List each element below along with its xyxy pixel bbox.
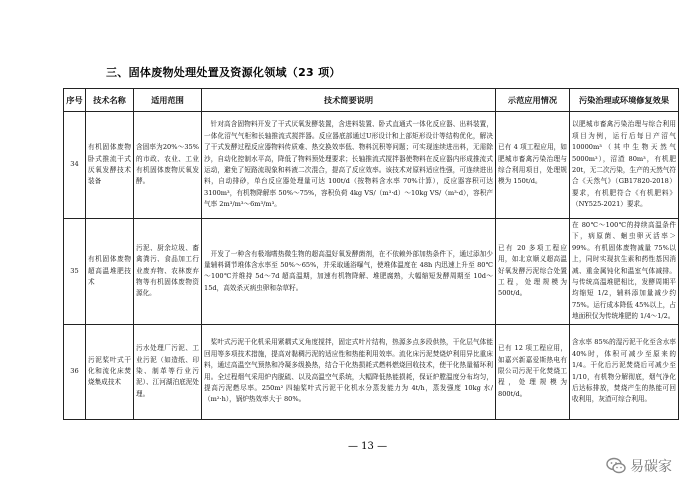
row-scope: 污泥、厨余垃圾、畜禽粪污、食品加工行业废弃物、农林废弃物等有机固体废物资源化。 <box>134 219 202 325</box>
page-number: — 13 — <box>348 441 388 452</box>
row-demo: 已有 20 多项工程应用，如北京顺义超高温好氧发酵污泥综合处置工程，处理规模为 500t/d。 <box>496 219 570 325</box>
row-demo: 已有 4 项工程应用，如肥城市畜禽污染治理与综合利用项目，处理规模为 150t/d。 <box>496 112 570 219</box>
row-no: 35 <box>64 219 86 325</box>
section-title: 三、固体废物处理处置及资源化领域（23 项） <box>106 66 341 79</box>
row-scope: 含固率为20%～35%的市政、农业、工业有机固体废物厌氧发酵。 <box>134 112 202 219</box>
row-effect: 在 80℃～100℃的持续高温条件下，病原菌、蛔虫卵灭活率＞99%。有机固体废物减量 75%以上，同时实现抗生素和药性基因消减、重金属钝化和温室气体减排。与传统高温堆肥相比，发酵周期平均缩短 1/2，辅料添加量减少约 75%。运行成本降低 45%以上，占地面积仅为传统堆肥的 1/4～1/2。 <box>570 219 679 325</box>
row-desc: 针对高含固物料开发了干式厌氧发酵装置，含进料装置、卧式直通式一体化反应器、出料装置，一体化沼气气柜和长轴推流式搅拌器。反应器底部通过U形设计和上部矩形设计等结构优化，解决了干式发酵过程反应器物料传质难、热交换效率低、物料沉积等问题；可实现连续进出料，无需除沙，自动化控制水平高，降低了物料预处理要求；长轴推流式搅拌器使物料在反应器内形成推流式运动，避免了短路流现象和料液二次混合，提高了反应效率。该技术对原料适应性强，可连续进出料，自动排砂，单台反应器处理量可达 100t/d（按物料含水率 70%计算），反应器容积可达 3100m³，有机物降解率 50%～75%，容积负荷 4kg VS/（m³·d）～10kg VS/（m³·d），容积产气率 2m³/m³～6m³/m³。 <box>202 112 496 219</box>
row-no: 36 <box>64 324 86 419</box>
technology-table <box>63 88 679 420</box>
header-demo: 示范应用情况 <box>496 89 570 112</box>
row-effect: 含水率 85%的湿污泥干化至含水率 40%时，体积可减少至原来的 1/4。干化后污泥焚烧后可减少至 1/10，有机物分解彻底，烟气净化后达标排放，焚烧产生的热能可回收利用，灰渣可综合利用。 <box>570 324 679 419</box>
header-desc: 技术简要说明 <box>202 89 496 112</box>
row-desc: 开发了一种含有极端嗜热微生物的超高温好氧发酵菌剂，在不依赖外部加热条件下，通过添加少量辅料调节堆体含水率至 50%～65%，并采取通浴曝气，使堆体温度在 48h 内迅速上升至 80℃～100℃并维持 5d～7d 超高温期，加速有机物降解、堆肥腐熟，大幅缩短发酵周期至 10d～15d，高效杀灭病虫卵和杂草籽。 <box>202 219 496 325</box>
row-name: 有机固体废物卧式推流干式厌氧发酵技术装备 <box>86 112 134 219</box>
wechat-icon <box>606 457 626 475</box>
header-effect: 污染治理或环境修复效果 <box>570 89 679 112</box>
table-row <box>64 219 679 325</box>
row-name: 有机固体废物超高温堆肥技术 <box>86 219 134 325</box>
row-name: 污泥桨叶式干化和流化床焚烧集成技术 <box>86 324 134 419</box>
row-scope: 污水处理厂污泥、工业污泥（如造纸、印染、制革等行业污泥）、江河湖泊底泥处理。 <box>134 324 202 419</box>
watermark-text: 易碳家 <box>630 459 672 475</box>
header-name: 技术名称 <box>86 89 134 112</box>
watermark <box>606 456 672 476</box>
row-demo: 已有 12 项工程应用，如嘉兴新嘉爱斯热电有限公司污泥干化焚烧工程，处理规模为 800t/d。 <box>496 324 570 419</box>
row-desc: 桨叶式污泥干化机采用紧耦式叉角度搅拌，固定式叶片结构，热源多点多段供热，干化层气体能回用等多项技术措施，提高对黏稠污泥的适应性和热能利用效率。流化床污泥焚烧炉利用异比重床料，通过高温空气预热和冷凝多级换热，结合干化热损耗式燃料燃烧回收技术，使干化热量循环利用。全过程烟气采用炉内脱硫、以及高温空气系统，大幅降低热能损耗，保证炉膛温度分布均匀，提高污泥燃尽率。250m² 四轴桨叶式污泥干化机水分蒸发能力为 4t/h，蒸发强度 10kg 水/（m²·h），锅炉热效率大于 80%。 <box>202 324 496 419</box>
header-scope: 适用范围 <box>134 89 202 112</box>
table-row <box>64 324 679 419</box>
header-no: 序号 <box>64 89 86 112</box>
table-row <box>64 112 679 219</box>
row-effect: 以肥城市畜禽污染治理与综合利用项目为例，运行后每日产沼气 10000m³（其中生物天然气 5000m³），沼渣 80m³，有机肥 20t，无二次污染，生产的天然气符合《天然气》（GB17820-2018）要求，有机肥符合《有机肥料》（NY525-2021）要求。 <box>570 112 679 219</box>
table-header-row <box>64 89 679 112</box>
row-no: 34 <box>64 112 86 219</box>
